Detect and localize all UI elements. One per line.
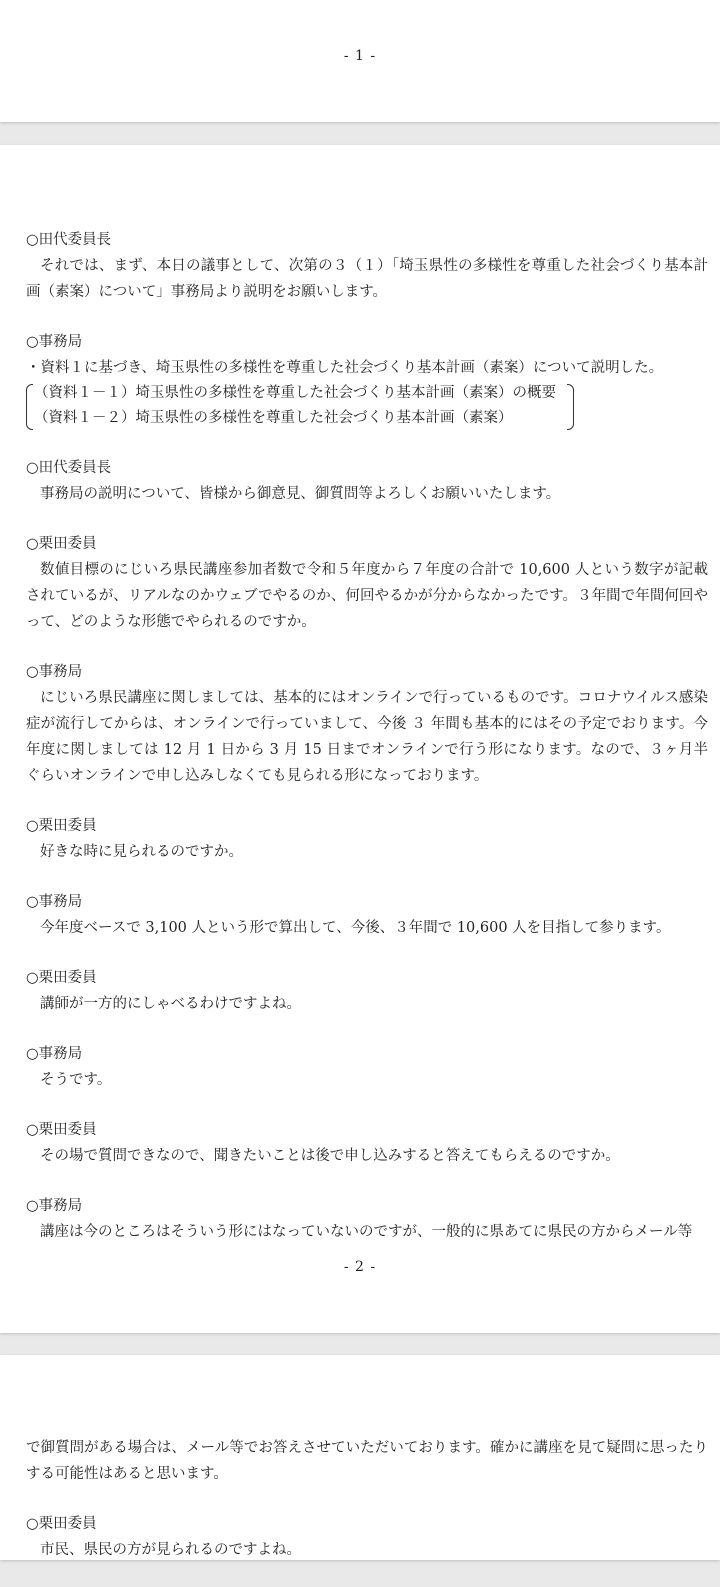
speaker-label: ○栗田委員 [26,818,97,834]
statement-block [26,227,708,305]
bullet-text: ・資料１に基づき、埼玉県性の多様性を尊重した社会づくり基本計画（素案）について説明した。 [26,360,664,376]
statement-text: 数値目標のにじいろ県民講座参加者数で令和５年度から７年度の合計で 10,600 人という数字が記載されているが、リアルなのかウェブでやるのか、何回やるかが分からなかったです。３年間で年間何回やって、どのような形態でやられるのですか。 [26,562,708,630]
page-number: - 2 - [343,1259,377,1275]
material-reference-box [26,381,574,431]
statement-text: 講師が一方的にしゃべるわけですよね。 [40,996,301,1012]
statement-text: にじいろ県民講座に関しましては、基本的にはオンラインで行っているものです。コロナウイルス感染症が流行してからは、オンラインで行っていまして、今後 ３ 年間も基本的にはその予定でおります。今年度に関しましては 12 月 1 日から 3 月 15 日までオンラインで行う形になります。なので、３ヶ月半ぐらいオンラインで申し込みしなくても見られる形になっております。 [26,690,708,784]
right-bracket [567,384,574,430]
statement-block [26,965,708,1017]
statement-text: 好きな時に見られるのですか。 [40,844,243,860]
page-1 [0,0,720,122]
speaker-label: ○栗田委員 [26,1516,97,1532]
statement-block [26,659,708,789]
statement-block [26,1041,708,1093]
statement-text: その場で質問できなので、聞きたいことは後で申し込みすると答えてもらえるのですか。 [40,1148,620,1164]
statement-block [26,889,708,941]
page-2 [0,145,720,1333]
statement-continuation [26,1435,708,1487]
left-bracket [26,384,33,430]
speaker-label: ○栗田委員 [26,970,97,986]
statement-block [26,329,708,431]
material-reference: （資料１－１）埼玉県性の多様性を尊重した社会づくり基本計画（素案）の概要 [34,385,556,401]
statement-text: 講座は今のところはそういう形にはなっていないのですが、一般的に県あてに県民の方からメール等 [40,1224,693,1240]
material-reference: （資料１－２）埼玉県性の多様性を尊重した社会づくり基本計画（素案） [34,410,513,426]
statement-text: 市民、県民の方が見られるのですよね。 [40,1542,301,1558]
speaker-label: ○事務局 [26,1046,83,1062]
speaker-label: ○田代委員長 [26,460,112,476]
page-3 [0,1355,720,1560]
statement-block [26,1193,708,1245]
statement-block [26,455,708,507]
statement-text: 事務局の説明について、皆様から御意見、御質問等よろしくお願いいたします。 [40,486,561,502]
page-2-content [26,227,708,1245]
statement-text: 今年度ベースで 3,100 人という形で算出して、今後、３年間で 10,600 人を目指して参ります。 [40,920,671,936]
page-3-content [26,1435,708,1587]
speaker-label: ○事務局 [26,1198,83,1214]
speaker-label: ○栗田委員 [26,536,97,552]
statement-text: それでは、まず、本日の議事として、次第の３（１）「埼玉県性の多様性を尊重した社会づくり基本計画（素案）について」事務局より説明をお願いします。 [26,258,708,300]
speaker-label: ○田代委員長 [26,232,112,248]
statement-block [26,1117,708,1169]
statement-text: で御質問がある場合は、メール等でお答えさせていただいております。確かに講座を見て疑問に思ったりする可能性はあると思います。 [26,1440,708,1482]
statement-text: そうです。 [40,1072,112,1088]
statement-block [26,1511,708,1563]
statement-block [26,813,708,865]
speaker-label: ○事務局 [26,664,83,680]
speaker-label: ○事務局 [26,334,83,350]
statement-block [26,531,708,635]
speaker-label: ○事務局 [26,894,83,910]
page-number: - 1 - [343,48,377,64]
speaker-label: ○栗田委員 [26,1122,97,1138]
